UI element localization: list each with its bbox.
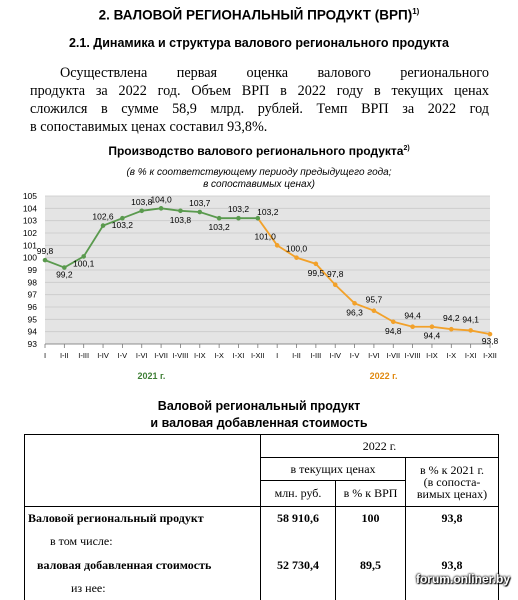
x-tick-label: I-III <box>78 351 90 360</box>
row-label: валовая добавленная стоимость <box>25 553 261 578</box>
data-label-2022: 94,4 <box>404 310 421 321</box>
mln-value <box>261 578 336 600</box>
y-tick-label: 102 <box>22 228 37 238</box>
data-point-2021 <box>217 216 222 221</box>
data-point-2022 <box>352 301 357 306</box>
pct-vrp-value: 89,5 <box>336 553 406 578</box>
table-row <box>25 507 499 530</box>
section-title: 2. ВАЛОВОЙ РЕГИОНАЛЬНЫЙ ПРОДУКТ (ВРП)$^{1)}$ <box>98 7 420 23</box>
group-label-2022: 2022 г. <box>369 371 398 381</box>
chart-title: Производство валового регионального продукта$^{2)}$ <box>108 144 410 158</box>
pct-2021-value <box>406 530 499 553</box>
mln-header: млн. руб. <box>261 481 336 507</box>
data-label-2022: 94,2 <box>443 313 460 324</box>
data-label-2022: 101,0 <box>254 231 276 242</box>
vrp-line-chart <box>0 188 518 388</box>
x-tick-label: I-XII <box>483 351 497 360</box>
x-tick-label: I-VII <box>154 351 168 360</box>
x-tick-label: I <box>276 351 279 360</box>
y-tick-label: 105 <box>22 191 37 201</box>
data-point-2022 <box>275 243 280 248</box>
data-label-2022: 95,7 <box>365 294 383 305</box>
data-label-2021: 99,2 <box>56 269 73 280</box>
data-label-2022: 100,0 <box>285 243 308 254</box>
pct-2021-value: 93,8 <box>406 507 499 530</box>
y-tick-label: 98 <box>27 277 37 288</box>
data-point-2021 <box>178 209 183 214</box>
paragraph-line: продукта за 2022 год. Объем ВРП в 2022 году в текущих ценах <box>30 83 489 99</box>
y-tick-label: 103 <box>22 215 37 226</box>
data-label-2021: 104,0 <box>150 194 172 205</box>
data-point-2021 <box>197 210 202 215</box>
data-point-2022 <box>372 308 377 313</box>
data-point-2021 <box>236 216 241 221</box>
x-tick-label: I-X <box>214 351 224 360</box>
y-tick-label: 99 <box>27 265 37 275</box>
row-label: из нее: <box>25 578 261 600</box>
x-tick-label: I-IV <box>97 351 109 360</box>
y-tick-label: 100 <box>22 252 37 263</box>
mln-value: 52 730,4 <box>261 553 336 578</box>
y-tick-label: 96 <box>27 302 37 312</box>
pct-2021-value: 93,8 <box>406 553 499 578</box>
data-label-2021: 103,8 <box>131 196 153 207</box>
data-label-2021: 99,8 <box>36 246 54 257</box>
data-label-2022: 97,8 <box>326 268 344 279</box>
data-label-2022: 93,8 <box>481 336 499 347</box>
row-label: Валовой региональный продукт <box>25 507 261 530</box>
data-label-2021: 103,2 <box>257 207 279 218</box>
watermark: forum.onliner.by <box>415 572 510 586</box>
x-tick-label: I-X <box>446 351 457 360</box>
data-point-2021 <box>43 258 48 263</box>
data-point-2022 <box>314 262 319 267</box>
data-point-2022 <box>430 324 435 329</box>
y-tick-label: 97 <box>27 289 37 300</box>
row-label: в том числе: <box>25 530 261 553</box>
data-point-2022 <box>468 328 473 333</box>
data-label-2022: 94,4 <box>423 330 441 341</box>
x-tick-label: I-VIII <box>404 351 421 360</box>
intro-paragraph <box>30 64 489 136</box>
data-point-2022 <box>410 324 415 329</box>
x-tick-label: I-VIII <box>172 351 189 360</box>
pct-2021-header: в % к 2021 г. (в сопоста- вимых ценах) <box>406 458 499 507</box>
y-tick-label: 94 <box>27 326 37 337</box>
data-label-2021: 102,6 <box>92 211 114 222</box>
mln-value <box>261 530 336 553</box>
data-label-2021: 103,7 <box>189 198 211 209</box>
section-subtitle: 2.1. Динамика и структура валового регионального продукта <box>68 36 449 50</box>
x-tick-label: I-VII <box>386 351 401 360</box>
data-label-2021: 103,2 <box>227 204 250 215</box>
paragraph-line: Осуществлена первая оценка валового регионального <box>60 65 489 81</box>
data-label-2021: 103,2 <box>111 220 134 231</box>
y-tick-label: 101 <box>22 240 37 251</box>
x-tick-label: I-V <box>349 351 360 360</box>
pct-vrp-value <box>336 530 406 553</box>
x-tick-label: I <box>43 351 47 360</box>
table-header-blank <box>25 435 261 507</box>
x-tick-label: I-II <box>59 351 69 360</box>
year-header: 2022 г. <box>261 435 499 458</box>
x-tick-label: I-IX <box>426 351 438 360</box>
data-point-2021 <box>139 209 144 214</box>
table-title: Валовой региональный продукт и валовая добавленная стоимость <box>150 399 368 430</box>
mln-value: 58 910,6 <box>261 507 336 530</box>
table-row <box>25 530 499 553</box>
x-tick-label: I-III <box>310 351 322 360</box>
group-label-2021: 2021 г. <box>137 371 166 381</box>
data-label-2022: 96,3 <box>346 307 363 318</box>
data-point-2021 <box>159 206 164 211</box>
x-tick-label: I-VI <box>368 351 380 360</box>
x-tick-label: I-VI <box>135 351 148 360</box>
data-label-2021: 103,8 <box>169 214 192 225</box>
data-point-2022 <box>294 255 299 260</box>
y-tick-label: 93 <box>27 339 37 349</box>
chart-note: (в % к соответствующему периоду предыдущего года; в сопоставимых ценах) <box>126 167 392 190</box>
data-label-2022: 99,5 <box>307 267 325 278</box>
current-prices-header: в текущих ценах <box>261 458 406 481</box>
data-point-2021 <box>101 223 106 228</box>
x-tick-label: I-V <box>117 351 128 360</box>
data-label-2022: 94,1 <box>462 314 479 325</box>
y-tick-label: 104 <box>22 203 37 214</box>
x-tick-label: I-IX <box>193 351 206 360</box>
x-tick-label: I-XI <box>464 351 477 360</box>
x-tick-label: I-XI <box>232 351 245 360</box>
pct-vrp-header: в % к ВРП <box>336 481 406 507</box>
x-tick-label: I-IV <box>329 351 342 360</box>
pct-vrp-value: 100 <box>336 507 406 530</box>
data-point-2022 <box>449 327 454 332</box>
x-tick-label: I-XII <box>250 351 265 360</box>
data-point-2022 <box>391 320 396 325</box>
paragraph-line: сложился в сумме 58,9 млрд. рублей. Темп ВРП за 2022 год <box>30 101 489 117</box>
y-tick-label: 95 <box>27 314 37 325</box>
data-label-2021: 103,2 <box>208 222 230 233</box>
paragraph-line: в сопоставимых ценах составил 93,8%. <box>30 119 268 135</box>
data-point-2022 <box>333 283 338 288</box>
data-label-2021: 100,1 <box>73 258 95 269</box>
pct-vrp-value <box>336 578 406 600</box>
data-label-2022: 94,8 <box>384 325 402 336</box>
x-tick-label: I-II <box>292 351 301 360</box>
